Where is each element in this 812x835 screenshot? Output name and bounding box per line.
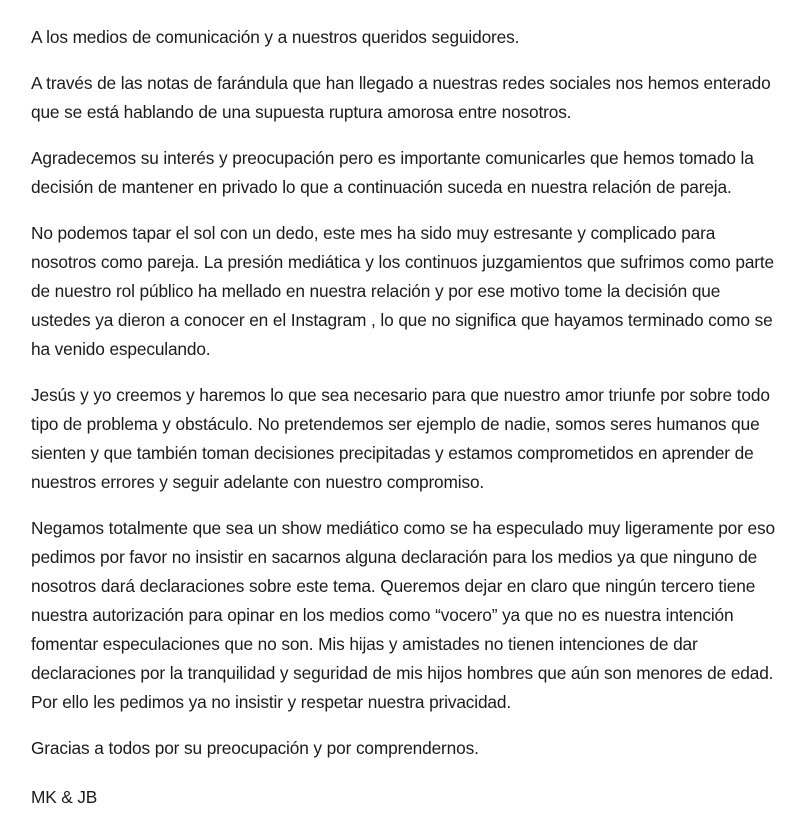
paragraph-body-2: Agradecemos su interés y preocupación pero es importante comunicarles que hemos tomado la decisión de mantener en privado lo que a continuación suceda en nuestra relación de pareja. <box>31 148 759 197</box>
statement-body <box>31 23 783 812</box>
paragraph-salutation: A los medios de comunicación y a nuestros queridos seguidores. <box>31 27 520 47</box>
paragraph-body-3: No podemos tapar el sol con un dedo, este mes ha sido muy estresante y complicado para nosotros como pareja. La presión mediática y los continuos juzgamientos que sufrimos como parte de nuestro rol público ha mellado en nuestra relación y por ese motivo tome la decisión que ustedes ya dieron a conocer en el Instagram , lo que no significa que hayamos terminado como se ha venido especulando. <box>31 223 779 359</box>
paragraph-body-4: Jesús y yo creemos y haremos lo que sea necesario para que nuestro amor triunfe por sobre todo tipo de problema y obstáculo. No pretendemos ser ejemplo de nadie, somos seres humanos que sienten y que también toman decisiones precipitadas y estamos comprometidos en aprender de nuestros errores y seguir adelante con nuestro compromiso. <box>31 385 775 492</box>
signature: MK & JB <box>31 787 98 807</box>
paragraph-closing: Gracias a todos por su preocupación y por comprendernos. <box>31 738 479 758</box>
paragraph-body-1: A través de las notas de farándula que han llegado a nuestras redes sociales nos hemos enterado que se está hablando de una supuesta ruptura amorosa entre nosotros. <box>31 73 776 122</box>
paragraph-body-5: Negamos totalmente que sea un show mediático como se ha especulado muy ligeramente por eso pedimos por favor no insistir en sacarnos alguna declaración para los medios ya que ninguno de nosotros dará declaraciones sobre este tema. Queremos dejar en claro que ningún tercero tiene nuestra autorización para opinar en los medios como “vocero” ya que no es nuestra intención fomentar especulaciones que no son. Mis hijas y amistades no tienen intenciones de dar declaraciones por la tranquilidad y seguridad de mis hijos hombres que aún son menores de edad. Por ello les pedimos ya no insistir y respetar nuestra privacidad. <box>31 518 785 712</box>
